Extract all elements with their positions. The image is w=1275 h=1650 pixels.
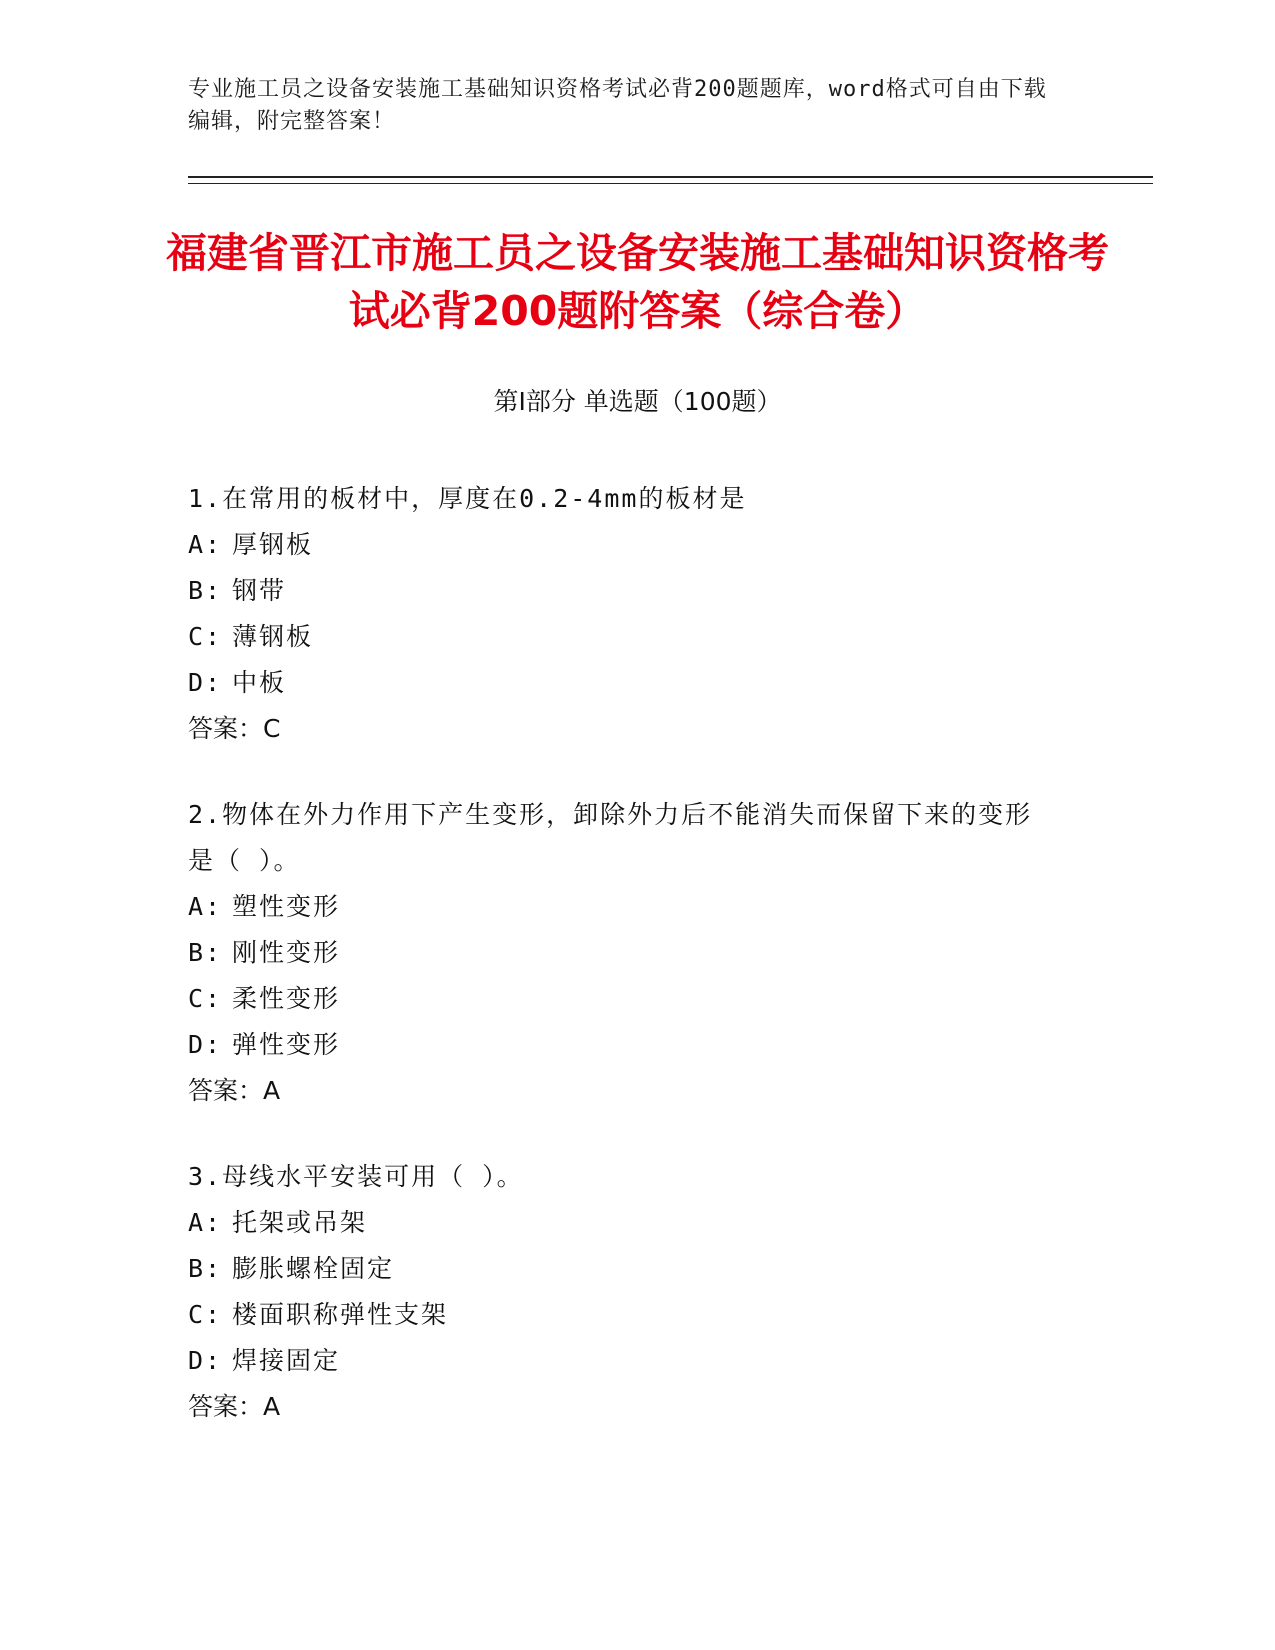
option-text: 托架或吊架 — [232, 1208, 368, 1237]
question-option — [188, 522, 1058, 568]
option-text: 刚性变形 — [232, 938, 341, 967]
option-label: D: — [188, 1346, 223, 1375]
option-label: D: — [188, 668, 223, 697]
option-label: D: — [188, 1030, 223, 1059]
question-answer: 答案：A — [188, 1392, 281, 1421]
option-label: C: — [188, 622, 223, 651]
question-option — [188, 884, 1058, 930]
option-label: A: — [188, 530, 223, 559]
question-stem: 3.母线水平安装可用（ ）。 — [188, 1162, 524, 1191]
option-label: C: — [188, 1300, 223, 1329]
option-label: A: — [188, 892, 223, 921]
option-text: 楼面职称弹性支架 — [232, 1300, 449, 1329]
option-label: B: — [188, 1254, 223, 1283]
option-text: 中板 — [232, 668, 287, 697]
question-option — [188, 614, 1058, 660]
question-list — [188, 476, 1058, 1470]
question-option — [188, 1022, 1058, 1068]
question-option — [188, 930, 1058, 976]
question-option — [188, 1246, 1058, 1292]
option-label: A: — [188, 1208, 223, 1237]
option-text: 弹性变形 — [232, 1030, 341, 1059]
question-stem: 2.物体在外力作用下产生变形，卸除外力后不能消失而保留下来的变形是（ ）。 — [188, 800, 1033, 875]
header-note: 专业施工员之设备安装施工基础知识资格考试必背200题题库，word格式可自由下载编辑，附完整答案！ — [188, 77, 1047, 134]
question-option — [188, 1292, 1058, 1338]
option-text: 焊接固定 — [232, 1346, 341, 1375]
question-option — [188, 1200, 1058, 1246]
question-option — [188, 1338, 1058, 1384]
question-item — [188, 1154, 1058, 1430]
option-text: 柔性变形 — [232, 984, 341, 1013]
header-divider — [188, 176, 1153, 178]
option-label: C: — [188, 984, 223, 1013]
option-text: 膨胀螺栓固定 — [232, 1254, 395, 1283]
question-answer: 答案：C — [188, 714, 281, 743]
header-divider-thin — [188, 183, 1153, 184]
question-item — [188, 792, 1058, 1114]
option-text: 塑性变形 — [232, 892, 341, 921]
option-text: 厚钢板 — [232, 530, 314, 559]
option-label: B: — [188, 938, 223, 967]
section-title: 第Ⅰ部分 单选题（100题） — [493, 387, 782, 416]
document-title: 福建省晋江市施工员之设备安装施工基础知识资格考试必背200题附答案（综合卷） — [166, 229, 1109, 335]
question-option — [188, 660, 1058, 706]
question-item — [188, 476, 1058, 752]
question-option — [188, 976, 1058, 1022]
question-option — [188, 568, 1058, 614]
question-stem: 1.在常用的板材中，厚度在0.2-4mm的板材是 — [188, 484, 747, 513]
option-label: B: — [188, 576, 223, 605]
question-answer: 答案：A — [188, 1076, 281, 1105]
option-text: 薄钢板 — [232, 622, 314, 651]
option-text: 钢带 — [232, 576, 287, 605]
